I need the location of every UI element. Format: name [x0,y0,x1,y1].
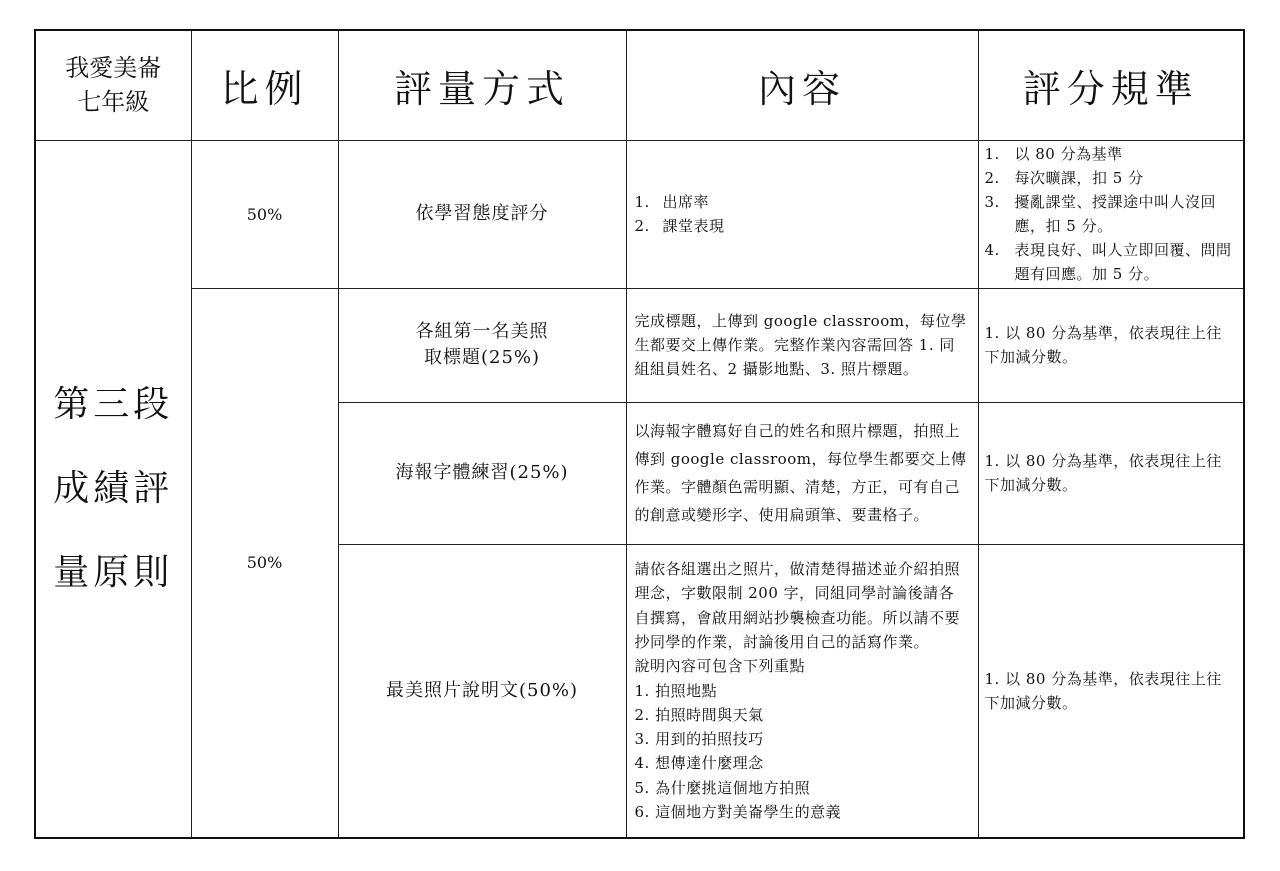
stage-line-2: 成績評 [53,467,174,509]
attitude-criteria-list [985,142,1238,286]
stage-line-3: 量原則 [53,551,174,593]
assignment-2-method: 海報字體練習(25%) [338,402,626,544]
header-criteria: 評分規準 [978,30,1244,140]
list-item: 1. 拍照地點 [634,681,718,700]
assignments-ratio: 50% [191,288,338,838]
course-name: 我愛美崙 [65,54,162,83]
list-item: 1. 以 80 分為基準 [984,145,1123,163]
stage-line-1: 第三段 [53,383,174,425]
list-item: 2. 每次曠課，扣 5 分 [984,169,1144,187]
list-item: 5. 為什麼挑這個地方拍照 [634,778,811,797]
attitude-row [35,140,1244,288]
attitude-method: 依學習態度評分 [338,140,626,288]
list-item: 2. 課堂表現 [634,217,725,235]
header-method: 評量方式 [338,30,626,140]
assignment-3-heading: 說明內容可包含下列重點 [634,657,806,676]
list-item: 1. 出席率 [634,192,710,211]
list-item: 6. 這個地方對美崙學生的意義 [634,803,842,822]
list-item: 2. 拍照時間與天氣 [634,705,764,724]
assignment-2-content: 以海報字體寫好自己的姓名和照片標題，拍照上傳到 google classroom，每位學生都要交上傳作業。字體顏色需明顯、清楚，方正，可有自己的創意或變形字、使用扁頭筆、要畫格子。 [626,402,978,544]
list-item: 3. 用到的拍照技巧 [634,730,764,749]
header-row [35,30,1244,140]
attitude-criteria-cell [978,140,1244,288]
assignment-2-criteria: 1. 以 80 分為基準，依表現往上往下加減分數。 [978,402,1244,544]
list-item: 4. 表現良好、叫人立即回覆、問問題有回應。加 5 分。 [984,241,1232,283]
assignment-1-method: 各組第一名美照 取標題(25%) [338,288,626,402]
header-content: 內容 [626,30,978,140]
stage-title-cell [35,140,191,838]
attitude-ratio: 50% [191,140,338,288]
grading-table [34,29,1245,839]
header-course-cell [35,30,191,140]
list-item: 3. 擾亂課堂、授課途中叫人沒回應，扣 5 分。 [984,193,1217,235]
header-ratio: 比例 [191,30,338,140]
assignment-1-content: 完成標題，上傳到 google classroom，每位學生都要交上傳作業。完整作業內容需回答 1. 同組組員姓名、2 攝影地點、3. 照片標題。 [626,288,978,402]
assignment-3-content [626,544,978,838]
attitude-content-cell [626,140,978,288]
assignment-3-criteria: 1. 以 80 分為基準，依表現往上往下加減分數。 [978,544,1244,838]
assignment-3-intro: 請依各組選出之照片，做清楚得描述並介紹拍照理念，字數限制 200 字，同組同學討論後請各自撰寫，會啟用網站抄襲檢查功能。所以請不要抄同學的作業，討論後用自己的話寫作業。 [634,560,961,651]
grade-label: 七年級 [77,88,150,117]
attitude-content-list [635,190,970,239]
assignment-3-method: 最美照片說明文(50%) [338,544,626,838]
list-item: 4. 想傳達什麼理念 [634,754,764,773]
assignment-1-criteria: 1. 以 80 分為基準，依表現往上往下加減分數。 [978,288,1244,402]
assignment-row-1 [35,288,1244,402]
